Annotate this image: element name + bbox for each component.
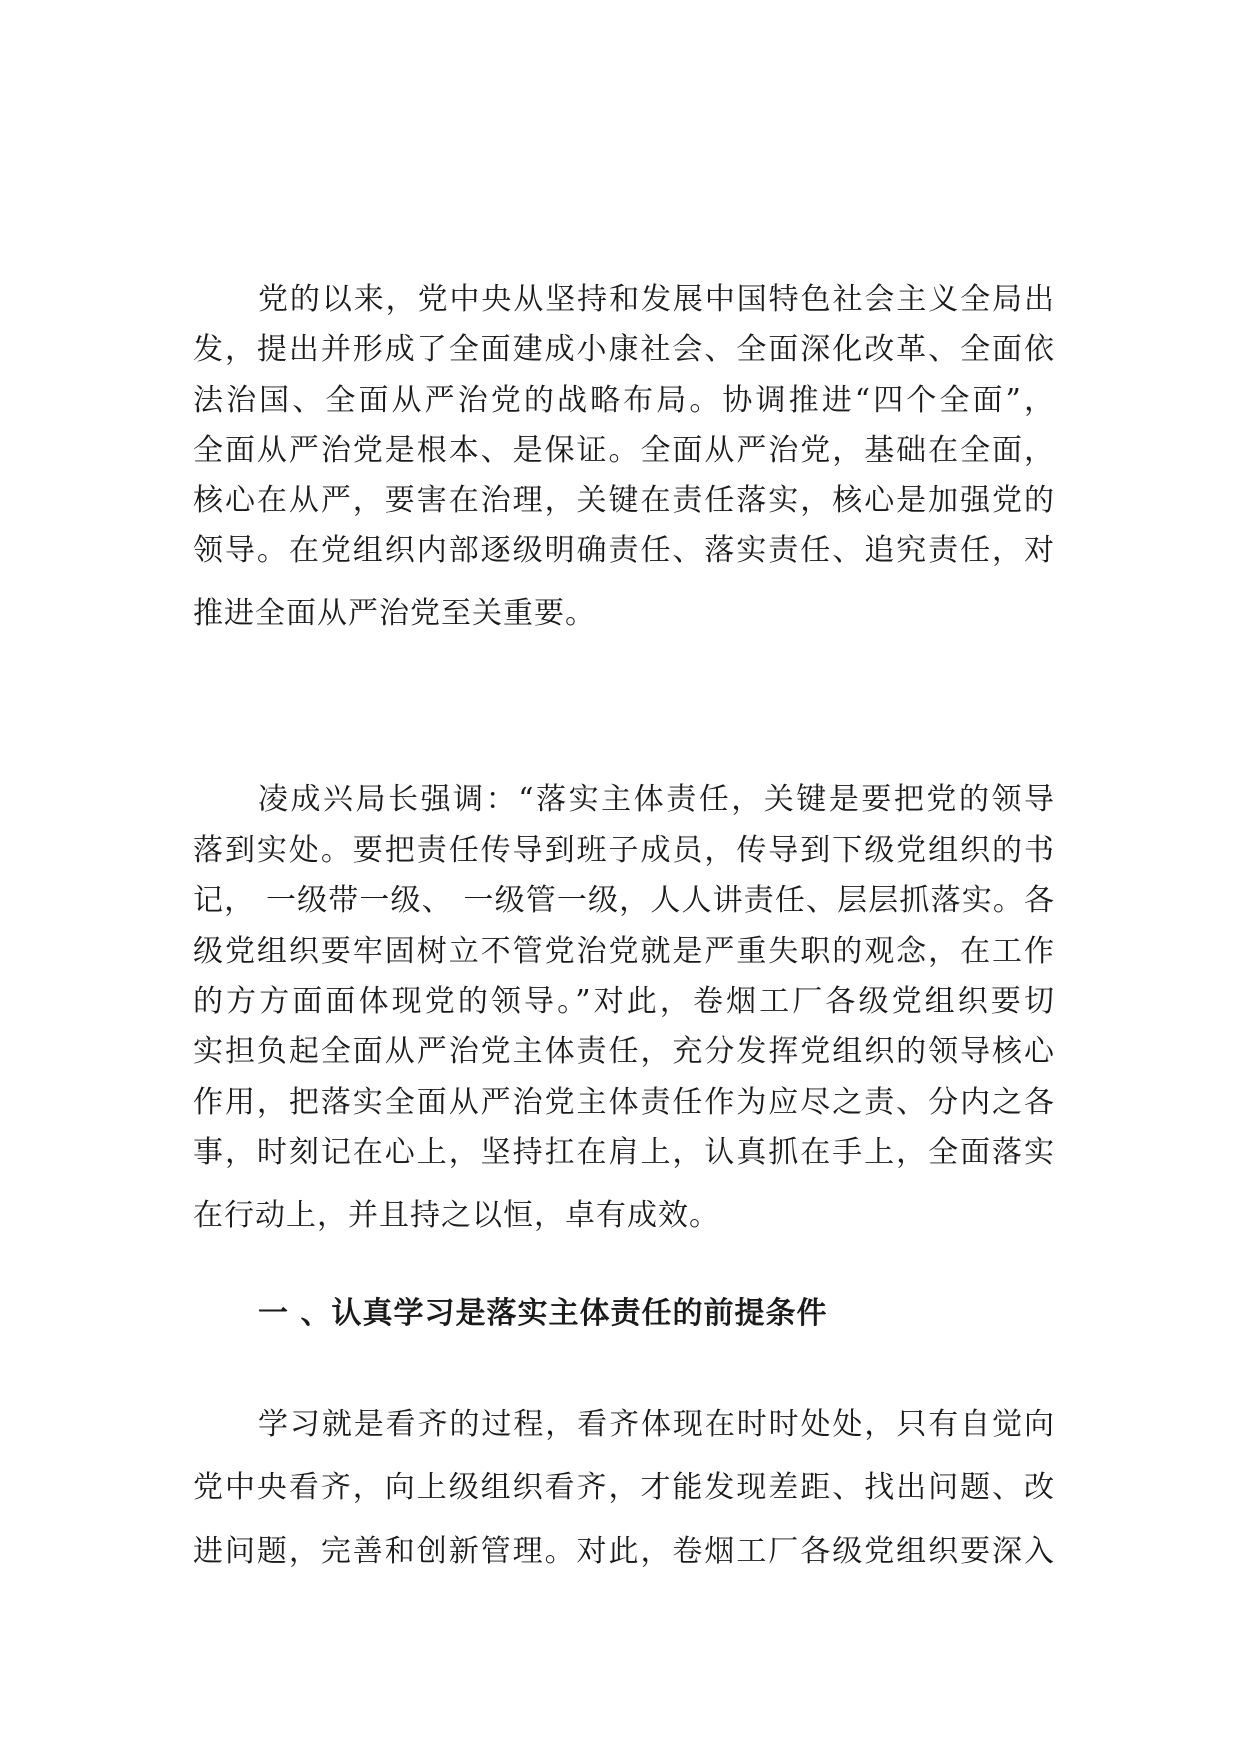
- paragraph-2-line-7: 作用，把落实全面从严治党主体责任作为应尽之责、分内之各: [193, 1085, 1055, 1120]
- paragraph-1-line-7: 推进全面从严治党至关重要。: [193, 596, 596, 631]
- paragraph-1-line-6: 领导。在党组织内部逐级明确责任、落实责任、追究责任，对: [193, 533, 1055, 568]
- paragraph-1-line-3: 法治国、全面从严治党的战略布局。协调推进“四个全面”，: [193, 383, 1055, 418]
- paragraph-3-line-1: 学习就是看齐的过程，看齐体现在时时处处，只有自觉向: [258, 1407, 1055, 1442]
- paragraph-2-line-8: 事，时刻记在心上，坚持扛在肩上，认真抓在手上，全面落实: [193, 1135, 1055, 1170]
- paragraph-3-line-2: 党中央看齐，向上级组织看齐，才能发现差距、找出问题、改: [193, 1470, 1055, 1505]
- paragraph-2-line-6: 实担负起全面从严治党主体责任，充分发挥党组织的领导核心: [193, 1034, 1055, 1069]
- section-heading: 一 、认真学习是落实主体责任的前提条件: [258, 1296, 828, 1331]
- paragraph-1-line-5: 核心在从严，要害在治理，关键在责任落实，核心是加强党的: [193, 483, 1055, 518]
- paragraph-1-line-2: 发，提出并形成了全面建成小康社会、全面深化改革、全面依: [193, 332, 1055, 367]
- paragraph-2-line-5: 的方方面面体现党的领导。”对此，卷烟工厂各级党组织要切: [193, 984, 1055, 1019]
- paragraph-3-line-3: 进问题，完善和创新管理。对此，卷烟工厂各级党组织要深入: [193, 1534, 1055, 1569]
- paragraph-1-line-1: 党的以来，党中央从坚持和发展中国特色社会主义全局出: [258, 282, 1055, 317]
- paragraph-1-line-4: 全面从严治党是根本、是保证。全面从严治党，基础在全面，: [193, 433, 1055, 468]
- paragraph-2-line-3: 记， 一级带一级、 一级管一级，人人讲责任、层层抓落实。各: [193, 883, 1055, 918]
- paragraph-2-line-4: 级党组织要牢固树立不管党治党就是严重失职的观念，在工作: [193, 934, 1055, 969]
- paragraph-2-line-1: 凌成兴局长强调：“落实主体责任，关键是要把党的领导: [258, 782, 1055, 817]
- paragraph-2-line-9: 在行动上，并且持之以恒，卓有成效。: [193, 1198, 720, 1233]
- paragraph-2-line-2: 落到实处。要把责任传导到班子成员，传导到下级党组织的书: [193, 833, 1055, 868]
